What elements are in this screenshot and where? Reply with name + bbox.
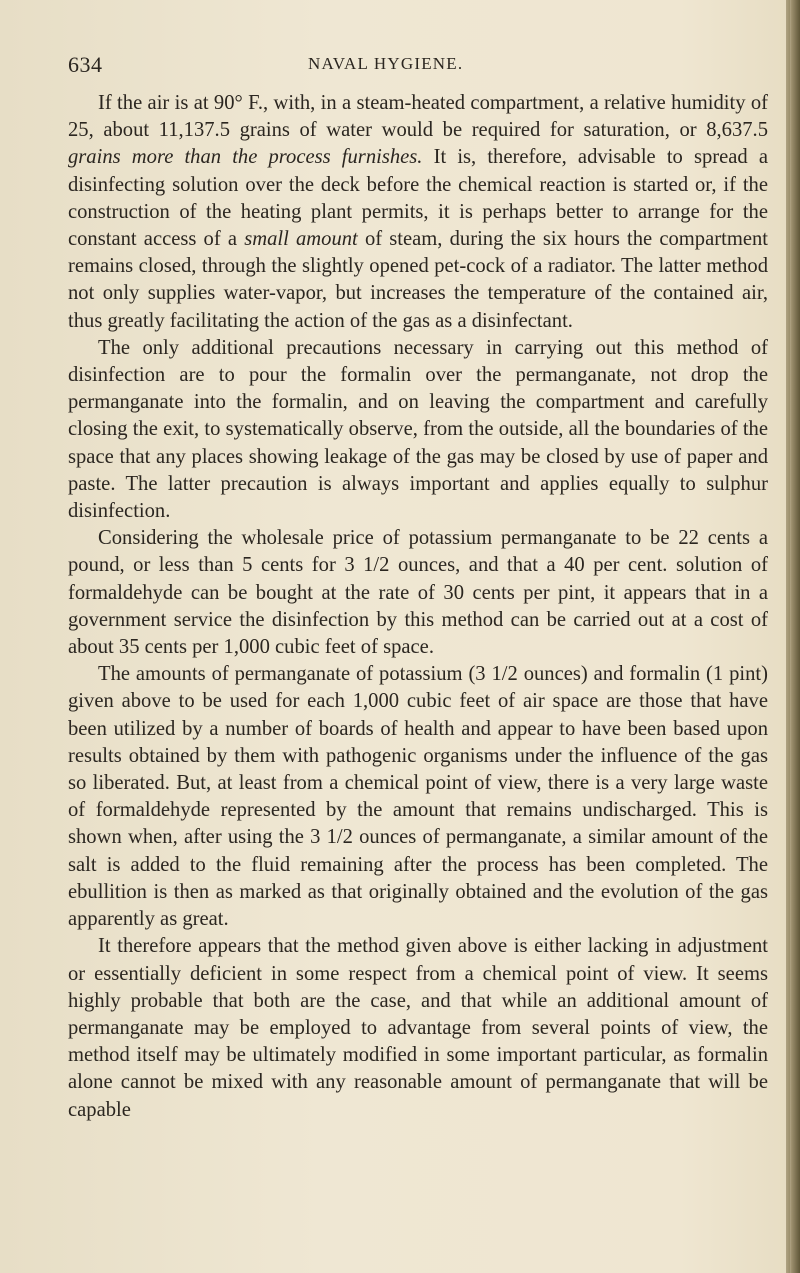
paragraph-1-segment: If the air is at 90° F., with, in a steam-heated compartment, a relative humidity of 25, about 11,137.5 grains of water would be required for saturation, or 8,637.5 xyxy=(68,92,768,142)
body-text xyxy=(68,90,768,1124)
paragraph-5 xyxy=(68,933,768,1123)
page-header xyxy=(68,48,768,82)
paragraph-1-italic-segment: grains more than the process furnishes. xyxy=(68,146,423,169)
page-number: 634 xyxy=(68,52,103,77)
paragraph-1-italic-segment: small amount xyxy=(244,228,358,251)
paragraph-3 xyxy=(68,525,768,661)
paragraph-2 xyxy=(68,335,768,525)
paragraph-5-segment: It therefore appears that the method given above is either lacking in adjustment or essentially deficient in some respect from a chemical point of view. It seems highly probable that both are the case, and that while an additional amount of permanganate may be employed to advantage from several points of view, the method itself may be ultimately modified in some important particular, as formalin alone cannot be mixed with any reasonable amount of permanganate that will be capable xyxy=(68,935,768,1121)
paragraph-1 xyxy=(68,90,768,335)
page-edge-line xyxy=(786,0,790,1273)
paragraph-1-segment: It is, therefore, advisable to spread a disinfecting solution over the deck before the chemical reaction is started or, if the construction of the heating plant permits, it is perhaps better to arrange for the constant access of a xyxy=(68,146,768,251)
paragraph-4 xyxy=(68,661,768,933)
paragraph-3-segment: Considering the wholesale price of potassium permanganate to be 22 cents a pound, or less than 5 cents for 3 1/2 ounces, and that a 40 per cent. solution of formaldehyde can be bought at the rate of 30 cents per pint, it appears that in a government service the disinfection by this method can be carried out at a cost of about 35 cents per 1,000 cubic feet of space. xyxy=(68,527,768,659)
paragraph-2-segment: The only additional precautions necessary in carrying out this method of disinfection are to pour the formalin over the permanganate, not drop the permanganate into the formalin, and on leaving the compartment and carefully closing the exit, to systematically observe, from the outside, all the boundaries of the space that any places showing leakage of the gas may be closed by use of paper and paste. The latter precaution is always important and applies equally to sulphur disinfection. xyxy=(68,336,768,523)
running-title: NAVAL HYGIENE. xyxy=(308,54,464,73)
paragraph-4-segment: The amounts of permanganate of potassium (3 1/2 ounces) and formalin (1 pint) given above to be used for each 1,000 cubic feet of air space are those that have been utilized by a number of boards of health and appear to have been based upon results obtained by them with pathogenic organisms under the influence of the gas so liberated. But, at least from a chemical point of view, there is a very large waste of formaldehyde represented by the amount that remains undischarged. This is shown when, after using the 3 1/2 ounces of permanganate, a similar amount of the salt is added to the fluid remaining after the process has been completed. The ebullition is then as marked as that originally obtained and the evolution of the gas apparently as great. xyxy=(68,663,768,931)
paragraph-1-segment: of steam, during the six hours the compartment remains closed, through the slightly opened pet-cock of a radiator. The latter method not only supplies water-vapor, but increases the temperature of the contained air, thus greatly facilitating the action of the gas as a disinfectant. xyxy=(68,228,769,332)
